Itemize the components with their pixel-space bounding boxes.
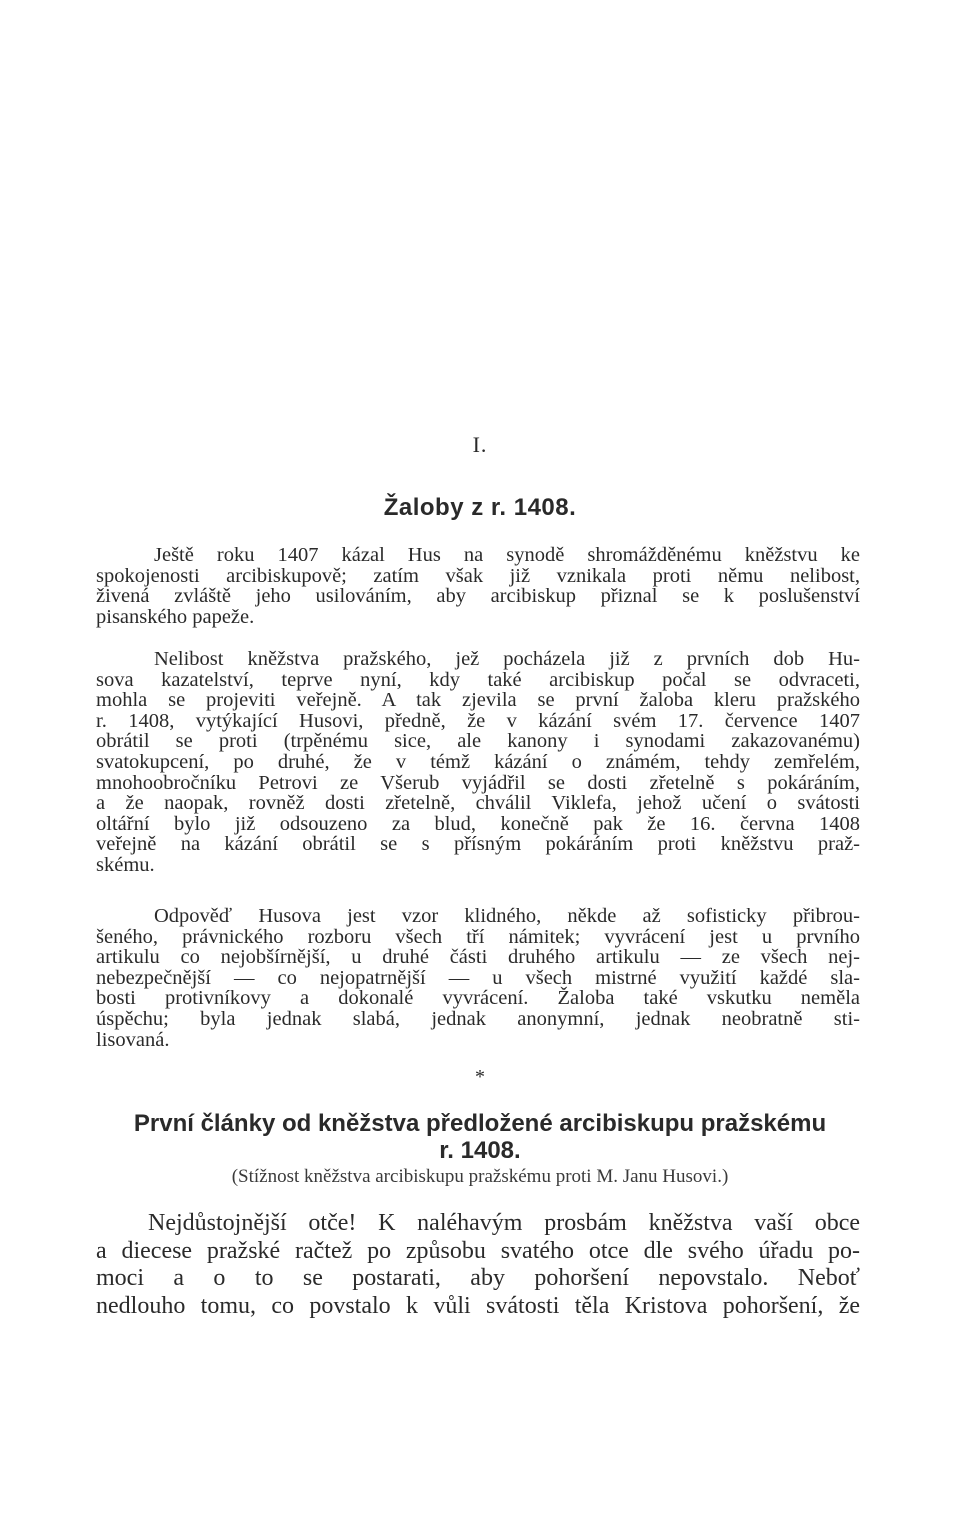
text-line: úspěchu; byla jednak slabá, jednak anonymní, jednak neobratně sti-	[96, 1007, 860, 1030]
text-line: skému.	[96, 853, 155, 876]
text-line: a diecese pražské račtež po způsobu svatého otce dle svého úřadu po-	[96, 1237, 860, 1264]
letter-text	[96, 1210, 860, 1320]
text-line: Nejdůstojnější otče! K naléhavým prosbám kněžstva vaší obce	[148, 1210, 860, 1236]
text-line: r. 1408, vytýkající Husovi, předně, že v kázání svém 17. července 1407	[96, 709, 860, 732]
text-line: lisovaná.	[96, 1028, 170, 1051]
text-line: živená zvláště jeho usilováním, aby arcibiskup přiznal se k poslušenství	[96, 585, 860, 608]
text-line: bosti protivníkovy a dokonalé vyvrácení. Žaloba také vskutku neměla	[96, 987, 860, 1010]
text-line: sova kazatelství, teprve nyní, kdy také arcibiskup počal se odvraceti,	[96, 668, 860, 691]
paragraph-3	[96, 906, 860, 1050]
text-line: mohla se projeviti veřejně. A tak zjevila se první žaloba kleru pražského	[96, 689, 860, 712]
text-line: pisanského papeže.	[96, 605, 255, 628]
section-subtitle: (Stížnost kněžstva arcibiskupu pražskému proti M. Janu Husovi.)	[231, 1166, 729, 1187]
chapter-title: Žaloby z r. 1408.	[383, 494, 577, 521]
text-line: Odpověď Husova jest vzor klidného, někde až sofisticky přibrou-	[154, 905, 860, 927]
text-line: a že naopak, rovněž dosti zřetelně, chválil Viklefa, jehož učení o svátosti	[96, 792, 860, 815]
chapter-number: I.	[472, 432, 488, 457]
text-line: veřejně na kázání obrátil se s přísným pokáráním proti kněžstvu praž-	[96, 833, 860, 856]
text-line: moci a o to se postarati, aby pohoršení nepovstalo. Neboť	[96, 1265, 860, 1291]
text-line: nebezpečnější — co nejopatrnější — u všech mistrné využití každé sla-	[96, 966, 860, 989]
text-line: svatokupcení, po druhé, že v témž kázání o známém, tehdy zemřelém,	[96, 750, 860, 773]
paragraph-2	[96, 649, 860, 876]
text-line: obrátil se proti (trpěnému sice, ale kanony i synodami zakazovanému)	[96, 730, 860, 753]
section-heading-line: První články od kněžstva předložené arcibiskupu pražskému	[133, 1110, 827, 1137]
text-line: oltářní bylo již odsouzeno za blud, konečně pak že 16. června 1408	[96, 812, 860, 835]
section-heading	[0, 1110, 960, 1164]
text-line: šeného, právnického rozboru všech tří námitek; vyvrácení jest u prvního	[96, 925, 860, 948]
text-line: Nelibost kněžstva pražského, jež pocházela již z prvních dob Hu-	[154, 648, 860, 670]
text-line: spokojenosti arcibiskupově; zatím však již vznikala proti němu nelibost,	[96, 564, 860, 587]
section-heading-line: r. 1408.	[439, 1137, 521, 1164]
section-separator: *	[475, 1066, 485, 1088]
text-line: mnohoobročníku Petrovi ze Všerub vyjádřil se dosti zřetelně s pokáráním,	[96, 771, 860, 794]
text-line: artikulu co nejobšírnější, u druhé části druhého artikulu — ze všech nej-	[96, 946, 860, 969]
text-line: Ještě roku 1407 kázal Hus na synodě shromážděnému kněžstvu ke	[154, 544, 860, 566]
text-line: nedlouho tomu, co povstalo k vůli svátosti těla Kristova pohoršení, že	[96, 1292, 860, 1319]
paragraph-1	[96, 545, 860, 627]
